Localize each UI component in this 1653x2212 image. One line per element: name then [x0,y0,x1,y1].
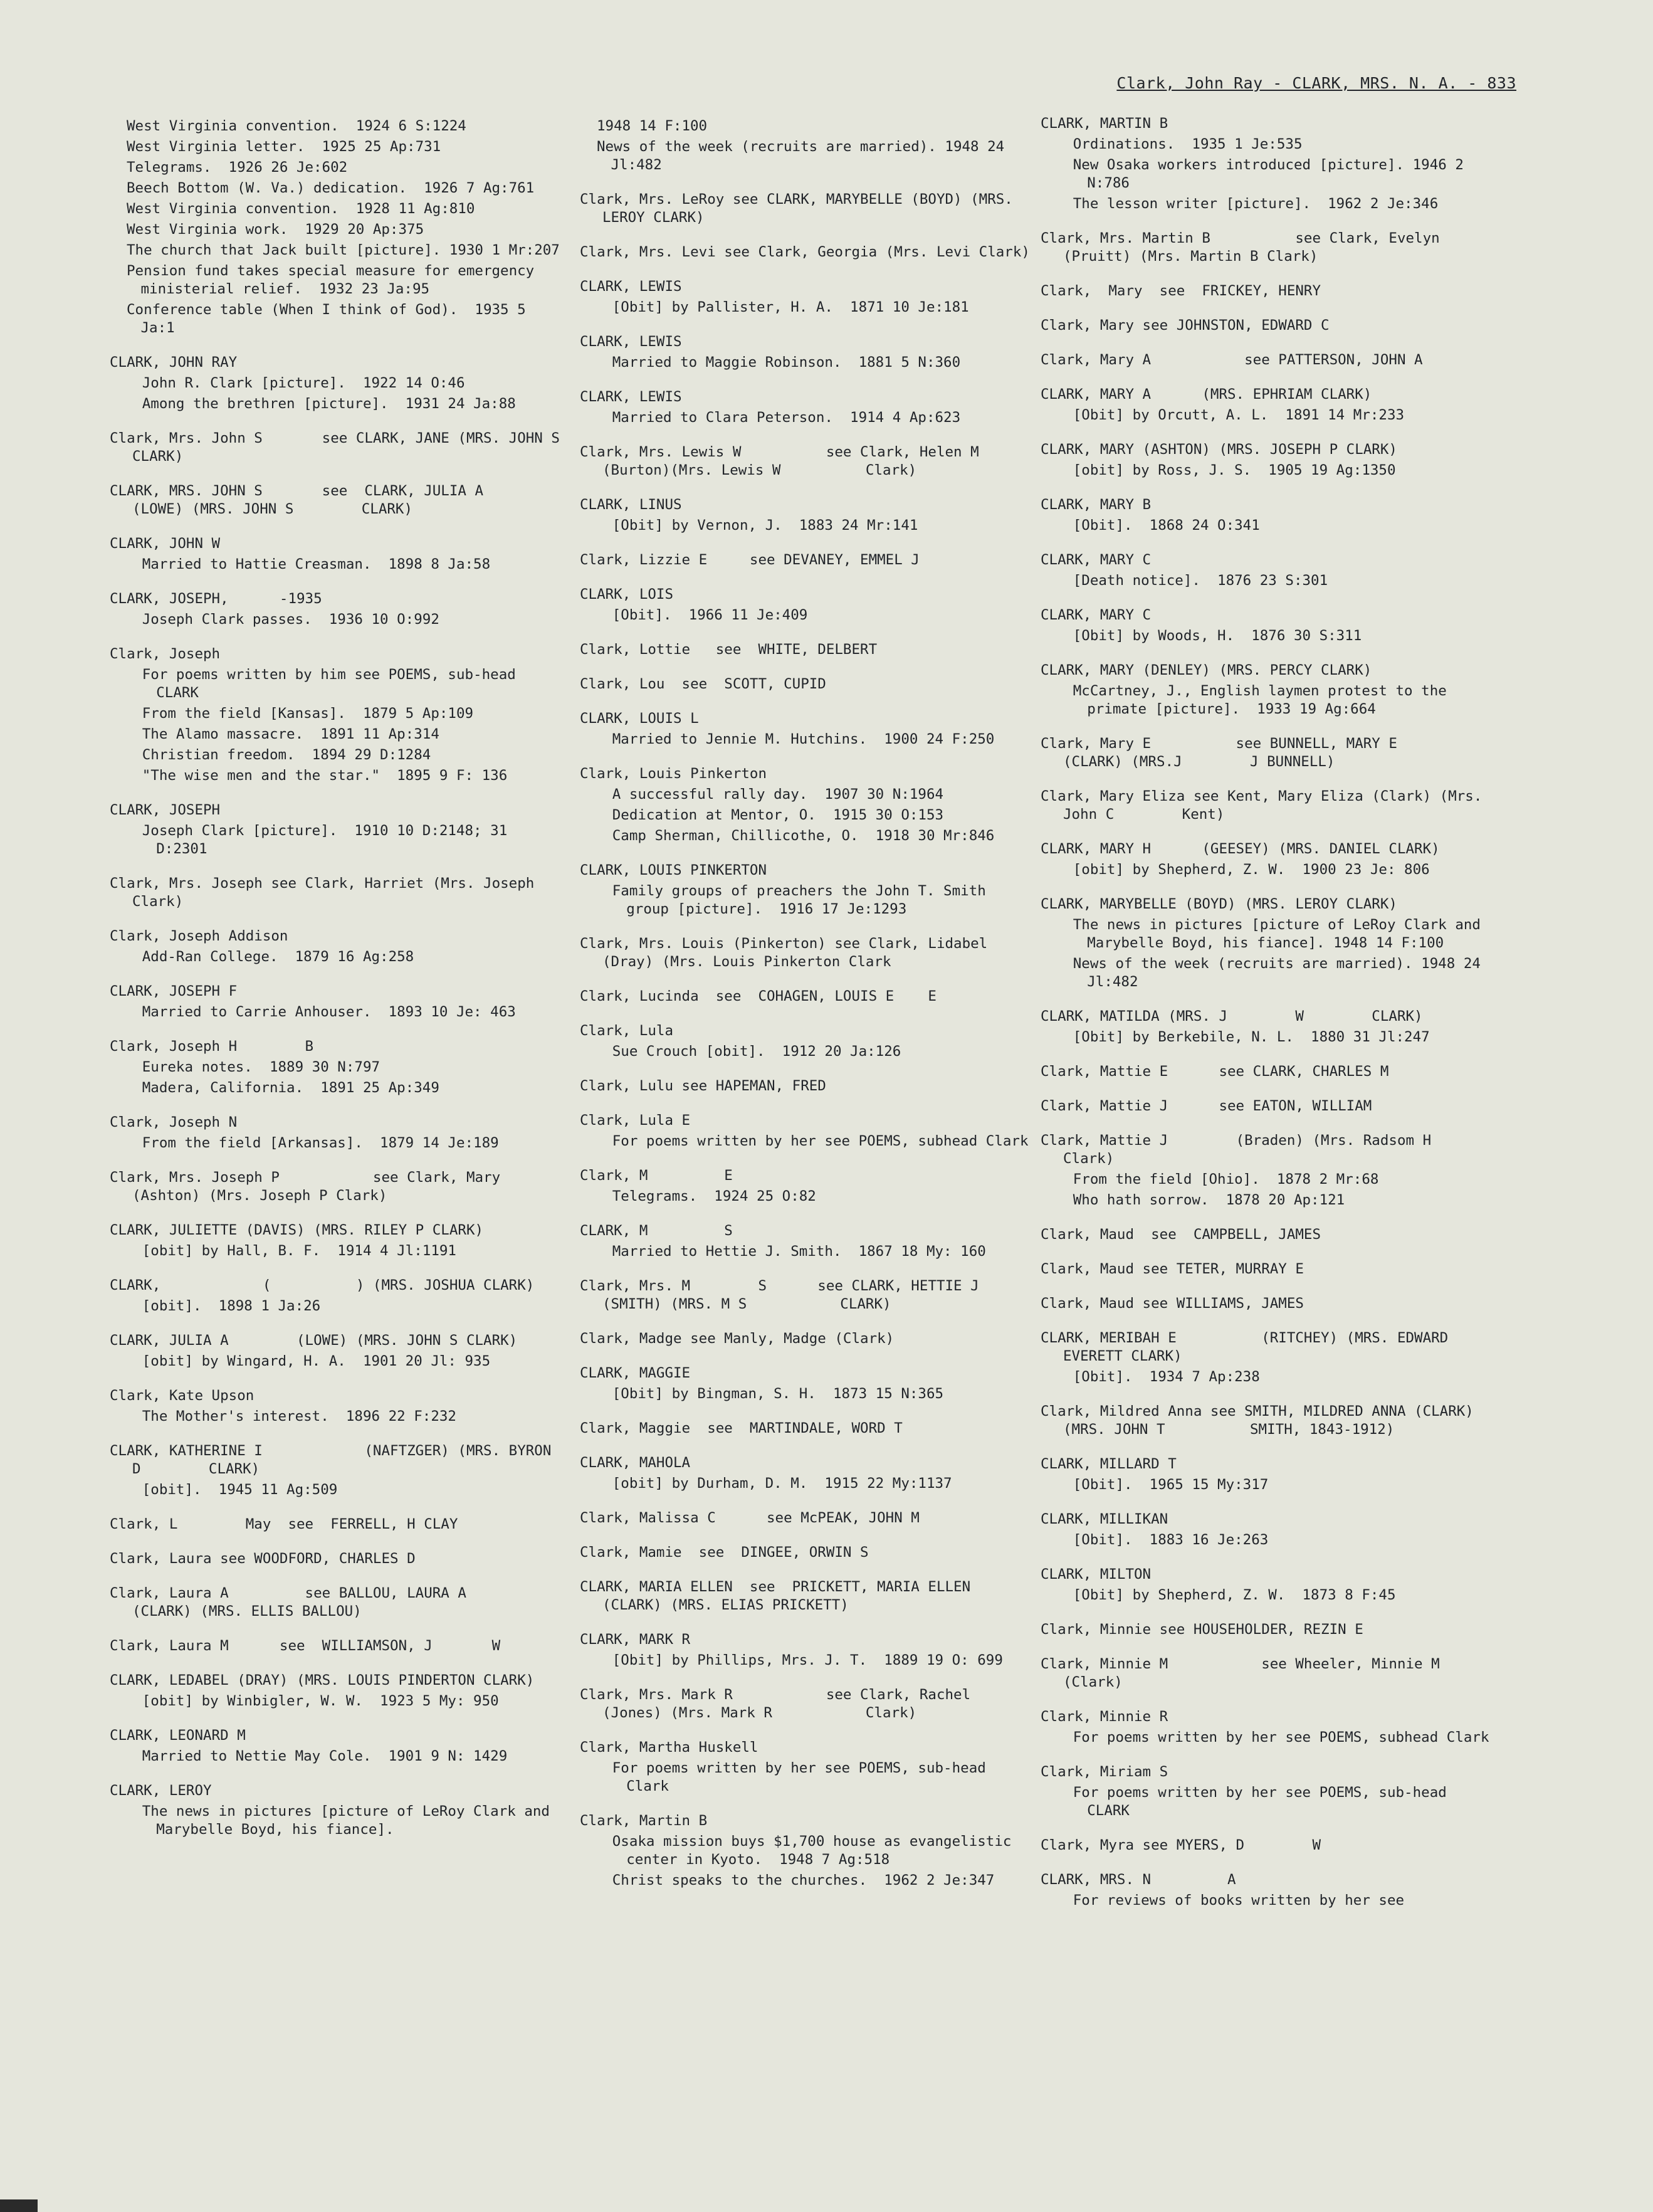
entry-heading: Clark, Mamie see DINGEE, ORWIN S [580,1544,869,1561]
entry-heading: Clark, Myra see MYERS, D W [1041,1837,1321,1853]
index-entry [110,1550,564,1568]
entry-heading: Clark, Minnie R [1041,1709,1168,1725]
index-entry [580,935,1034,971]
entry-citation: [Obit] by Phillips, Mrs. J. T. 1889 19 O: 699 [612,1652,1003,1668]
entry-citation: The news in pictures [picture of LeRoy Clark and Marybelle Boyd, his fiance]. [142,1803,559,1838]
index-entry [1041,661,1495,719]
entry-citation: [obit] by Shepherd, Z. W. 1900 23 Je: 806 [1073,861,1430,878]
entry-heading: Clark, Lucinda see COHAGEN, LOUIS E E [580,988,937,1004]
entry-heading: Clark, Mary E see BUNNELL, MARY E (CLARK) (MRS.J J BUNNELL) [1041,735,1466,770]
entry-heading: Clark, Lula [580,1023,674,1039]
index-entry [1041,1655,1525,1692]
entry-heading: CLARK, LEWIS [580,278,682,295]
entry-citation: [Obit]. 1965 15 My:317 [1073,1477,1269,1493]
entry-heading: CLARK, LINUS [580,497,682,513]
entry-heading: Clark, Mrs. John S see CLARK, JANE (MRS. JOHN S CLARK) [110,430,628,465]
index-entry [1041,282,1495,300]
index-entry [1041,1763,1495,1820]
index-entry [110,1277,564,1315]
index-entry [110,801,564,858]
entry-citation: Married to Hattie Creasman. 1898 8 Ja:58 [142,556,491,572]
entry-citation: [Obit] by Shepherd, Z. W. 1873 8 F:45 [1073,1587,1396,1603]
index-column-3 [1041,115,1525,1926]
index-entry [1041,229,1495,266]
index-entry [580,765,1034,845]
entry-citation: A successful rally day. 1907 30 N:1964 [612,786,944,803]
entry-heading: Clark, Kate Upson [110,1388,255,1404]
entry-heading: Clark, Lizzie E see DEVANEY, EMMEL J [580,552,920,568]
entry-citation: "The wise men and the star." 1895 9 F: 136 [142,767,508,784]
entry-heading: Clark, Mattie J (Braden) (Mrs. Radsom H Clark) [1041,1132,1499,1167]
index-entry [1041,1097,1495,1115]
index-entry [110,1332,564,1371]
index-entry [580,1277,1047,1314]
index-entry [580,443,1064,480]
entry-heading: CLARK, MATILDA (MRS. J W CLARK) [1041,1008,1423,1024]
entry-heading: CLARK, MILLARD T [1041,1456,1177,1472]
entry-heading: CLARK, MARY C [1041,607,1152,623]
entry-heading: CLARK, LEWIS [580,389,682,405]
entry-citation: The church that Jack built [picture]. 1930 1 Mr:207 [127,242,560,258]
entry-heading: Clark, Maud see CAMPBELL, JAMES [1041,1226,1321,1243]
index-entry [110,1727,564,1766]
index-entry [580,1454,1034,1493]
index-entry [580,710,1034,749]
entry-heading: CLARK, LEONARD M [110,1727,246,1744]
entry-heading: CLARK, M S [580,1223,733,1239]
entry-citation: Joseph Clark passes. 1936 10 O:992 [142,611,439,628]
entry-citation: [obit] by Ross, J. S. 1905 19 Ag:1350 [1073,462,1396,478]
entry-heading: Clark, Minnie see HOUSEHOLDER, REZIN E [1041,1621,1363,1638]
index-entry [110,1584,564,1621]
index-entry [580,551,1034,569]
index-entry [1041,1566,1495,1604]
entry-citation: [Obit] by Orcutt, A. L. 1891 14 Mr:233 [1073,407,1405,423]
entry-citation: Joseph Clark [picture]. 1910 10 D:2148; 31 D:2301 [142,823,516,857]
entry-citation: Telegrams. 1924 25 O:82 [612,1188,816,1204]
index-entry [580,1578,1034,1614]
entry-citation: The Mother's interest. 1896 22 F:232 [142,1408,456,1425]
entry-citation: Conference table (When I think of God). 1935 5 Ja:1 [127,302,535,336]
entry-heading: CLARK, JOSEPH F [110,983,238,999]
entry-heading: CLARK, JOHN W [110,535,221,552]
entry-citation: Eureka notes. 1889 30 N:797 [142,1059,380,1075]
index-entry [1041,1708,1495,1747]
entry-heading: CLARK, MRS. N A [1041,1872,1236,1888]
index-entry [110,1114,564,1152]
index-entry [110,429,628,466]
entry-heading: CLARK, KATHERINE I (NAFTZGER) (MRS. BYRON D CLARK) [110,1443,560,1477]
index-entry [1041,606,1495,645]
entry-citation: Add-Ran College. 1879 16 Ag:258 [142,949,414,965]
entry-heading: CLARK, LEWIS [580,334,682,350]
index-entry [580,861,1034,919]
entry-heading: CLARK, MERIBAH E (RITCHEY) (MRS. EDWARD EVERETT CLARK) [1041,1330,1457,1364]
entry-heading: Clark, Mary Eliza see Kent, Mary Eliza (Clark) (Mrs. John C Kent) [1041,788,1491,823]
entry-heading: CLARK, MAHOLA [580,1455,691,1471]
index-entry [580,1544,1034,1562]
entry-citation: For poems written by him see POEMS, sub-head CLARK [142,666,525,701]
entry-citation: Osaka mission buys $1,700 house as evangelistic center in Kyoto. 1948 7 Ag:518 [612,1833,1020,1868]
index-entry [580,278,1034,317]
entry-citation: The Alamo massacre. 1891 11 Ap:314 [142,726,439,742]
index-entry [580,988,1034,1006]
entry-heading: Clark, Mrs. M S see CLARK, HETTIE J (SMITH) (MRS. M S CLARK) [580,1278,1047,1312]
index-entry [1041,1510,1495,1549]
entry-citation: [Obit] by Vernon, J. 1883 24 Mr:141 [612,517,918,534]
index-entry [1041,1260,1495,1278]
entry-heading: CLARK, JOSEPH, -1935 [110,591,322,607]
index-entry [580,586,1034,624]
entry-citation: John R. Clark [picture]. 1922 14 O:46 [142,375,465,391]
index-entry [580,675,1034,693]
index-entry [1041,840,1495,879]
entry-citation: New Osaka workers introduced [picture]. 1946 2 N:786 [1073,157,1472,191]
entry-citation: Madera, California. 1891 25 Ap:349 [142,1080,439,1096]
entry-citation: Family groups of preachers the John T. Smith group [picture]. 1916 17 Je:1293 [612,883,995,917]
entry-heading: Clark, Mary A see PATTERSON, JOHN A [1041,352,1423,368]
index-entry [110,1169,564,1205]
entry-heading: CLARK, MARY (ASHTON) (MRS. JOSEPH P CLARK) [1041,441,1397,458]
entry-citation: [Obit] by Bingman, S. H. 1873 15 N:365 [612,1386,944,1402]
entry-heading: Clark, Joseph [110,646,221,662]
entry-citation: West Virginia work. 1929 20 Ap:375 [127,221,424,238]
entry-heading: CLARK, JOHN RAY [110,354,238,371]
index-entry [110,590,564,629]
entry-heading: Clark, Mrs. Joseph P see Clark, Mary (Ashton) (Mrs. Joseph P Clark) [110,1169,509,1204]
entry-citation: [Obit]. 1883 16 Je:263 [1073,1532,1269,1548]
index-entry [580,496,1034,535]
entry-citation: [Obit] by Berkebile, N. L. 1880 31 Jl:247 [1073,1029,1430,1045]
index-entry [580,388,1034,427]
index-entry [1041,1403,1495,1439]
entry-heading: CLARK, MARY H (GEESEY) (MRS. DANIEL CLARK) [1041,841,1440,857]
entry-citation: Christian freedom. 1894 29 D:1284 [142,747,431,763]
index-entry [580,1222,1034,1261]
entry-heading: Clark, Mary see FRICKEY, HENRY [1041,283,1321,299]
entry-heading: Clark, Mary see JOHNSTON, EDWARD C [1041,317,1330,334]
entry-heading: CLARK, MILLIKAN [1041,1511,1168,1527]
entry-heading: CLARK, MARYBELLE (BOYD) (MRS. LEROY CLARK) [1041,896,1397,912]
entry-citation: From the field [Arkansas]. 1879 14 Je:189 [142,1135,499,1151]
entry-citation: Married to Hettie J. Smith. 1867 18 My: 160 [612,1243,986,1260]
entry-citation: West Virginia letter. 1925 25 Ap:731 [127,139,441,155]
index-entry [110,875,564,911]
entry-heading: Clark, Mrs. Mark R see Clark, Rachel (Jones) (Mrs. Mark R Clark) [580,1687,979,1721]
entry-citation: Beech Bottom (W. Va.) dedication. 1926 7 Ag:761 [127,180,535,196]
index-column-2 [580,115,1064,1906]
index-entry [110,1515,564,1534]
entry-citation: [Obit] by Woods, H. 1876 30 S:311 [1073,628,1362,644]
index-entry [1041,1063,1495,1081]
entry-heading: Clark, Mrs. LeRoy see CLARK, MARYBELLE (BOYD) (MRS. LEROY CLARK) [580,191,1022,226]
page-header [1116,74,1516,92]
index-entry [1041,1455,1495,1494]
entry-heading: CLARK, JOSEPH [110,802,221,818]
entry-heading: Clark, Joseph Addison [110,928,288,944]
entry-citation: Married to Nettie May Cole. 1901 9 N: 1429 [142,1748,508,1764]
entry-heading: CLARK, MRS. JOHN S see CLARK, JULIA A (LOWE) (MRS. JOHN S CLARK) [110,483,535,517]
entry-heading: CLARK, MAGGIE [580,1365,691,1381]
entry-citation: For reviews of books written by her see [1073,1892,1405,1909]
entry-heading: Clark, Lou see SCOTT, CUPID [580,676,826,692]
entry-citation: Married to Clara Peterson. 1914 4 Ap:623 [612,409,961,426]
index-entry [1041,1226,1495,1244]
index-entry [1041,496,1495,535]
entry-citation: Telegrams. 1926 26 Je:602 [127,159,348,176]
index-entry [110,1442,564,1499]
index-entry [1041,386,1495,424]
entry-citation: Pension fund takes special measure for emergency ministerial relief. 1932 23 Ja:95 [127,263,543,297]
entry-heading: Clark, Lula E [580,1112,691,1129]
entry-citation: The news in pictures [picture of LeRoy Clark and Marybelle Boyd, his fiance]. 1948 14 F:100 [1073,917,1489,951]
entry-citation: Sue Crouch [obit]. 1912 20 Ja:126 [612,1043,901,1060]
index-entry [110,1221,564,1260]
index-entry [1041,317,1495,335]
entry-citation: [obit] by Durham, D. M. 1915 22 My:1137 [612,1475,952,1492]
entry-heading: CLARK, MARTIN B [1041,115,1168,132]
index-entry [580,1686,1034,1722]
entry-citation: McCartney, J., English laymen protest to the primate [picture]. 1933 19 Ag:664 [1073,683,1456,717]
entry-heading: Clark, M E [580,1167,733,1184]
entry-citation: For poems written by her see POEMS, sub-head Clark [612,1760,995,1794]
entry-heading: Clark, Martin B [580,1813,708,1829]
entry-citation: [Death notice]. 1876 23 S:301 [1073,572,1328,589]
index-entry [110,645,564,785]
entry-heading: Clark, Maud see WILLIAMS, JAMES [1041,1295,1304,1312]
index-entry [580,1509,1034,1527]
entry-heading: Clark, Lulu see HAPEMAN, FRED [580,1078,826,1094]
index-entry [110,1672,564,1710]
index-entry [1041,1295,1495,1313]
entry-heading: CLARK, MARY (DENLEY) (MRS. PERCY CLARK) [1041,662,1372,678]
entry-heading: CLARK, MARY A (MRS. EPHRIAM CLARK) [1041,386,1372,403]
entry-citation: West Virginia convention. 1928 11 Ag:810 [127,201,475,217]
index-entry [1041,1329,1495,1386]
index-entry [110,982,564,1021]
entry-heading: CLARK, MARY C [1041,552,1152,568]
entry-citation: [obit]. 1898 1 Ja:26 [142,1298,321,1314]
entry-heading: Clark, Louis Pinkerton [580,766,767,782]
index-entry [580,1364,1034,1403]
entry-heading: Clark, Laura A see BALLOU, LAURA A (CLARK) (MRS. ELLIS BALLOU) [110,1585,518,1620]
entry-heading: Clark, Mrs. Louis (Pinkerton) see Clark, Lidabel (Dray) (Mrs. Louis Pinkerton Clark [580,935,996,970]
running-head: Clark, John Ray - CLARK, MRS. N. A. - 833 [1116,74,1516,92]
entry-citation: From the field [Ohio]. 1878 2 Mr:68 [1073,1171,1379,1188]
entry-citation: [Obit]. 1868 24 O:341 [1073,517,1260,534]
entry-heading: Clark, Mattie J see EATON, WILLIAM [1041,1098,1372,1114]
index-entry [580,1631,1034,1670]
entry-heading: Clark, Maggie see MARTINDALE, WORD T [580,1420,903,1436]
entry-citation: Dedication at Mentor, O. 1915 30 O:153 [612,807,944,823]
entry-citation: [Obit] by Pallister, H. A. 1871 10 Je:181 [612,299,969,315]
continued-entry [110,117,564,337]
index-entry [580,641,1034,659]
entry-citation: News of the week (recruits are married). 1948 24 Jl:482 [597,139,1013,173]
entry-citation: [Obit]. 1966 11 Je:409 [612,607,808,623]
entry-citation: News of the week (recruits are married). 1948 24 Jl:482 [1073,956,1489,990]
entry-citation: [obit]. 1945 11 Ag:509 [142,1482,338,1498]
entry-heading: CLARK, MARIA ELLEN see PRICKETT, MARIA ELLEN (CLARK) (MRS. ELIAS PRICKETT) [580,1579,979,1613]
index-entry [580,333,1034,372]
entry-heading: Clark, Mrs. Martin B see Clark, Evelyn (Pruitt) (Mrs. Martin B Clark) [1041,230,1449,265]
index-entry [580,191,1034,227]
entry-citation: Christ speaks to the churches. 1962 2 Je:347 [612,1872,995,1888]
index-entry [110,1038,564,1097]
index-entry [580,243,1034,261]
entry-citation: Married to Maggie Robinson. 1881 5 N:360 [612,354,961,371]
entry-heading: CLARK, MILTON [1041,1566,1152,1583]
entry-heading: Clark, Mrs. Lewis W see Clark, Helen M (Burton)(Mrs. Lewis W Clark) [580,444,1064,478]
entry-citation: West Virginia convention. 1924 6 S:1224 [127,118,466,134]
index-entry [580,1739,1034,1796]
entry-heading: Clark, Madge see Manly, Madge (Clark) [580,1330,895,1347]
entry-heading: Clark, Martha Huskell [580,1739,758,1756]
index-entry [580,1112,1034,1151]
index-entry [1041,735,1495,771]
entry-heading: CLARK, JULIETTE (DAVIS) (MRS. RILEY P CLARK) [110,1222,484,1238]
index-entry [1041,1132,1499,1209]
entry-heading: CLARK, LEDABEL (DRAY) (MRS. LOUIS PINDERTON CLARK) [110,1672,535,1688]
entry-heading: Clark, Mildred Anna see SMITH, MILDRED ANNA (CLARK) (MRS. JOHN T SMITH, 1843-1912) [1041,1403,1482,1438]
entry-heading: Clark, Mrs. Joseph see Clark, Harriet (Mrs. Joseph Clark) [110,875,543,910]
entry-heading: Clark, Joseph N [110,1114,238,1130]
entry-heading: Clark, Miriam S [1041,1764,1168,1780]
index-entry [110,482,564,519]
entry-heading: Clark, Mrs. Levi see Clark, Georgia (Mrs. Levi Clark) [580,244,1030,260]
entry-citation: Married to Jennie M. Hutchins. 1900 24 F:250 [612,731,995,747]
entry-citation: Ordinations. 1935 1 Je:535 [1073,136,1303,152]
entry-citation: Among the brethren [picture]. 1931 24 Ja:88 [142,396,516,412]
entry-citation: For poems written by her see POEMS, sub-head CLARK [1073,1784,1456,1819]
entry-heading: Clark, L May see FERRELL, H CLAY [110,1516,458,1532]
entry-heading: Clark, Laura M see WILLIAMSON, J W [110,1638,501,1654]
index-entry [110,1637,564,1655]
entry-heading: CLARK, LOUIS PINKERTON [580,862,767,878]
index-entry [580,1022,1034,1061]
index-entry [580,1077,1034,1095]
index-entry [1041,441,1495,480]
entry-citation: Who hath sorrow. 1878 20 Ap:121 [1073,1192,1345,1208]
index-entry [1041,1871,1495,1910]
index-entry [110,535,564,574]
index-entry [1041,895,1495,991]
entry-citation: [obit] by Hall, B. F. 1914 4 Jl:1191 [142,1243,456,1259]
scan-edge [0,2199,38,2212]
entry-citation: 1948 14 F:100 [597,118,708,134]
index-entry [110,354,564,413]
entry-heading: Clark, Laura see WOODFORD, CHARLES D [110,1551,416,1567]
index-entry [1041,351,1495,369]
entry-heading: CLARK, JULIA A (LOWE) (MRS. JOHN S CLARK) [110,1332,518,1349]
entry-heading: CLARK, ( ) (MRS. JOSHUA CLARK) [110,1277,535,1293]
entry-citation: The lesson writer [picture]. 1962 2 Je:346 [1073,196,1439,212]
index-entry [1041,551,1495,590]
index-entry [1041,115,1495,213]
entry-citation: Camp Sherman, Chillicothe, O. 1918 30 Mr:846 [612,828,995,844]
entry-heading: Clark, Minnie M see Wheeler, Minnie M (Clark) [1041,1656,1525,1690]
index-entry [1041,1008,1495,1046]
entry-citation: [Obit]. 1934 7 Ap:238 [1073,1369,1260,1385]
index-entry [1041,1621,1495,1639]
entry-citation: For poems written by her see POEMS, subhead Clark [1073,1729,1489,1746]
entry-citation: Married to Carrie Anhouser. 1893 10 Je: 463 [142,1004,516,1020]
entry-heading: CLARK, LOUIS L [580,710,699,727]
entry-heading: Clark, Maud see TETER, MURRAY E [1041,1261,1304,1277]
index-entry [580,1419,1034,1438]
index-entry [580,1167,1034,1206]
entry-heading: Clark, Malissa C see McPEAK, JOHN M [580,1510,920,1526]
index-entry [1041,787,1495,824]
index-entry [110,927,564,966]
entry-heading: Clark, Lottie see WHITE, DELBERT [580,641,878,658]
entry-heading: CLARK, LOIS [580,586,674,603]
entry-heading: CLARK, LEROY [110,1783,212,1799]
entry-heading: Clark, Mattie E see CLARK, CHARLES M [1041,1063,1389,1080]
index-entry [580,1330,1034,1348]
entry-citation: [obit] by Winbigler, W. W. 1923 5 My: 950 [142,1693,499,1709]
entry-citation: [obit] by Wingard, H. A. 1901 20 Jl: 935 [142,1353,491,1369]
entry-heading: CLARK, MARK R [580,1631,691,1648]
index-entry [110,1387,564,1426]
entry-citation: For poems written by her see POEMS, subhead Clark [612,1133,1029,1149]
index-entry [580,1812,1034,1890]
entry-heading: Clark, Joseph H B [110,1038,314,1055]
entry-heading: CLARK, MARY B [1041,497,1152,513]
continued-entry [580,117,1034,174]
entry-citation: From the field [Kansas]. 1879 5 Ap:109 [142,705,474,722]
index-entry [110,1782,564,1839]
index-entry [1041,1836,1495,1855]
